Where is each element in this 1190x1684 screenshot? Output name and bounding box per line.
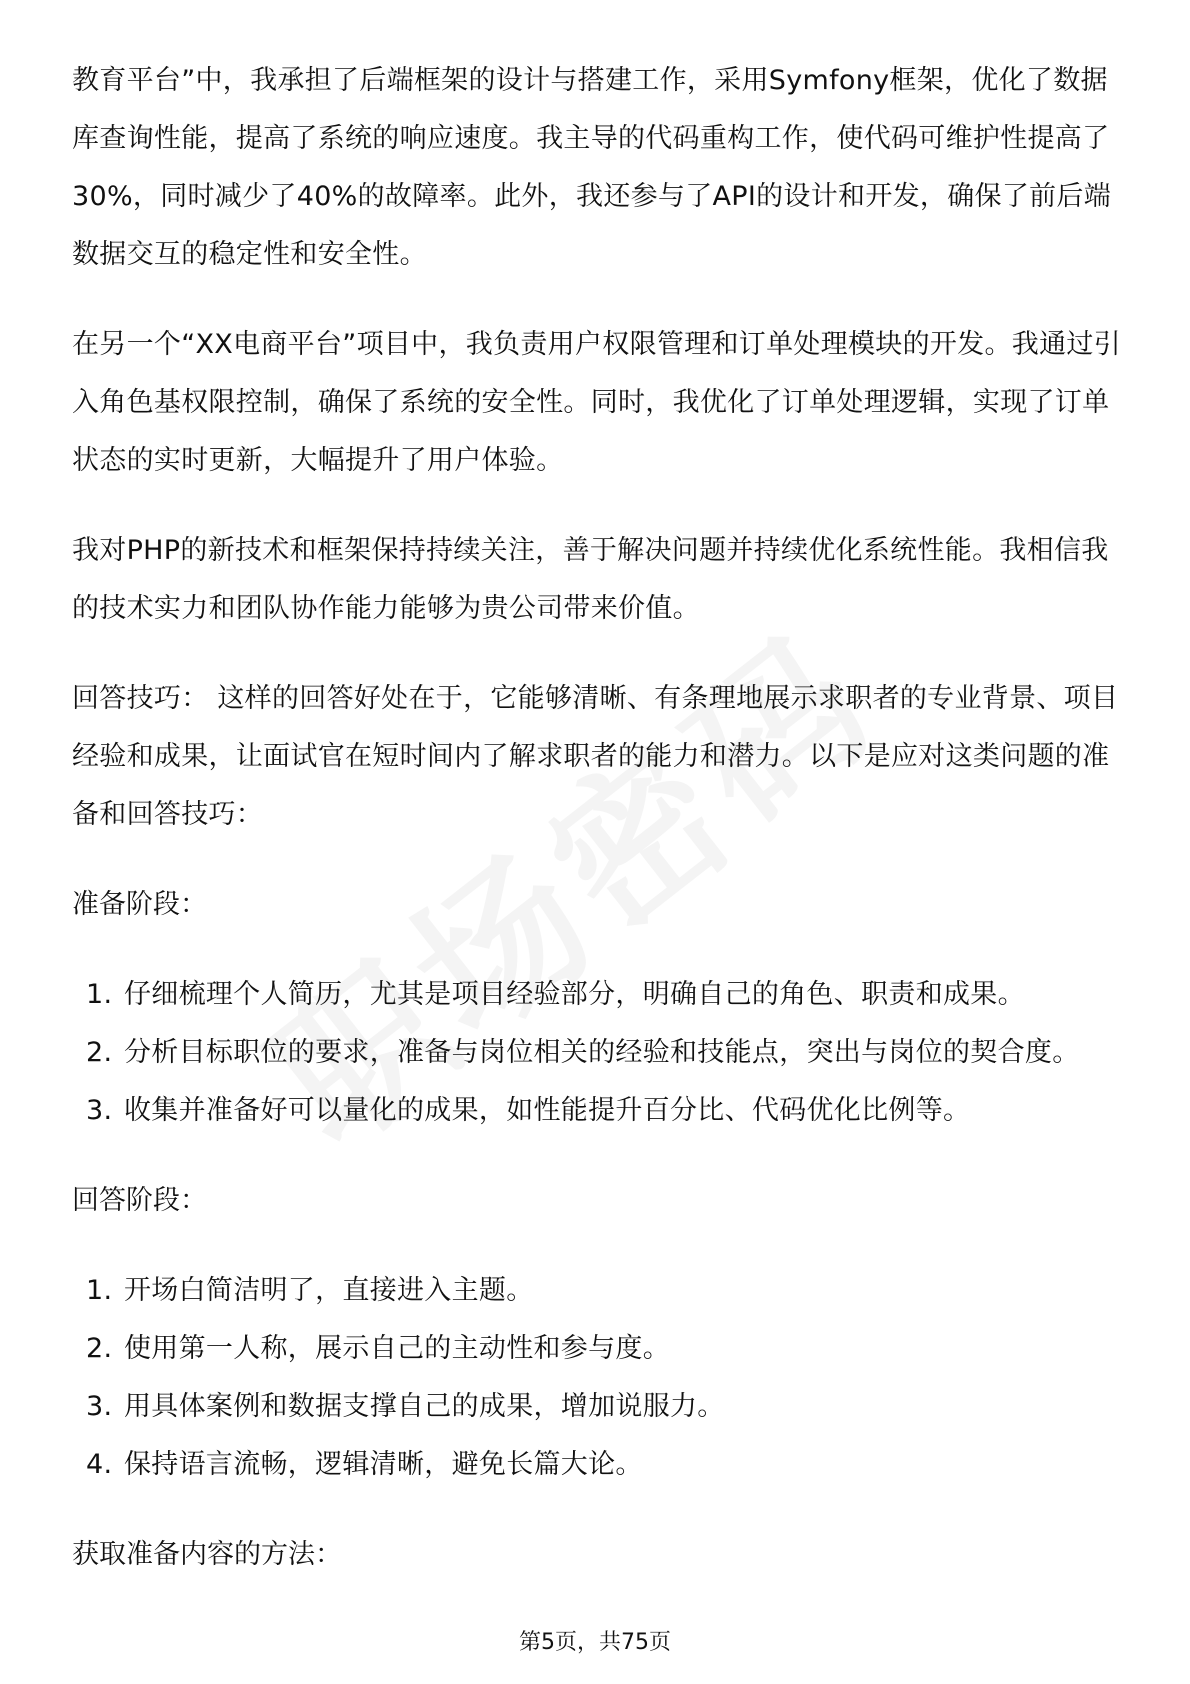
page-number-footer: 第5页，共75页 <box>519 1630 671 1655</box>
paragraph-project-education: 教育平台”中，我承担了后端框架的设计与搭建工作，采用Symfony框架，优化了数据库查询性能，提高了系统的响应速度。我主导的代码重构工作，使代码可维护性提高了30%，同时减少了40%的故障率。此外，我还参与了API的设计和开发，确保了前后端数据交互的稳定性和安全性。 <box>72 65 1112 270</box>
answer-stage-heading: 回答阶段： <box>72 1185 207 1216</box>
method-heading: 获取准备内容的方法： <box>72 1539 342 1570</box>
list-item <box>72 1262 1124 1320</box>
page-content <box>72 52 1124 1616</box>
list-item-number: 1. <box>86 979 113 1010</box>
prep-stage-heading: 准备阶段： <box>72 889 207 920</box>
list-item-number: 1. <box>86 1275 113 1306</box>
paragraph-answer-tips: 回答技巧： 这样的回答好处在于，它能够清晰、有条理地展示求职者的专业背景、项目经验和成果，让面试官在短时间内了解求职者的能力和潜力。以下是应对这类问题的准备和回答技巧： <box>72 683 1119 830</box>
answer-stage-list <box>72 1262 1124 1494</box>
list-item <box>72 1436 1124 1494</box>
list-item <box>72 1320 1124 1378</box>
list-item-text: 使用第一人称，展示自己的主动性和参与度。 <box>124 1333 670 1364</box>
list-item-number: 4. <box>86 1449 113 1480</box>
paragraph-project-ecommerce: 在另一个“XX电商平台”项目中，我负责用户权限管理和订单处理模块的开发。我通过引入角色基权限控制，确保了系统的安全性。同时，我优化了订单处理逻辑，实现了订单状态的实时更新，大幅提升了用户体验。 <box>72 329 1121 476</box>
list-item-text: 开场白简洁明了，直接进入主题。 <box>124 1275 534 1306</box>
list-item-number: 3. <box>86 1095 113 1126</box>
list-item-number: 3. <box>86 1391 113 1422</box>
list-item-number: 2. <box>86 1037 113 1068</box>
list-item-text: 用具体案例和数据支撑自己的成果，增加说服力。 <box>124 1391 725 1422</box>
list-item <box>72 1024 1124 1082</box>
list-item-number: 2. <box>86 1333 113 1364</box>
prep-stage-list <box>72 966 1124 1140</box>
paragraph-summary: 我对PHP的新技术和框架保持持续关注，善于解决问题并持续优化系统性能。我相信我的技术实力和团队协作能力能够为贵公司带来价值。 <box>72 535 1109 624</box>
list-item-text: 收集并准备好可以量化的成果，如性能提升百分比、代码优化比例等。 <box>124 1095 971 1126</box>
list-item-text: 保持语言流畅，逻辑清晰，避免长篇大论。 <box>124 1449 643 1480</box>
list-item <box>72 966 1124 1024</box>
list-item-text: 仔细梳理个人简历，尤其是项目经验部分，明确自己的角色、职责和成果。 <box>124 979 1025 1010</box>
list-item <box>72 1082 1124 1140</box>
list-item-text: 分析目标职位的要求，准备与岗位相关的经验和技能点，突出与岗位的契合度。 <box>124 1037 1080 1068</box>
list-item <box>72 1378 1124 1436</box>
